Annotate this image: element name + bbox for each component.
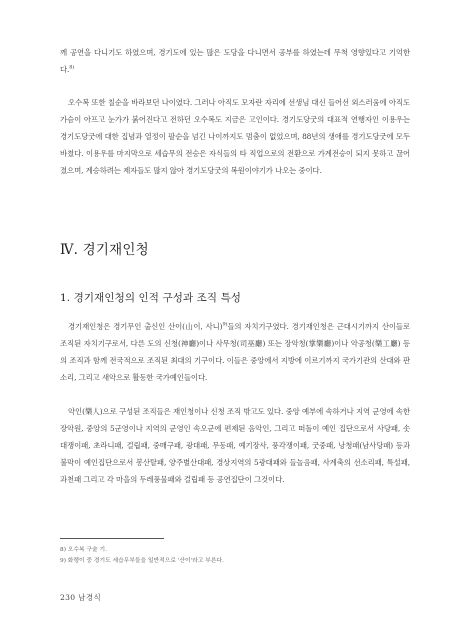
body-paragraph-1 (60, 318, 410, 386)
body-paragraph-2: 악인(樂人)으로 구성된 조직들은 재인청이나 신청 조직 밖고도 있다. 중앙 예부에 속하거나 지역 군영에 속한 장악원, 중앙의 5군영이나 지역의 군영인 속오군에 편제된 음악인, 그리고 떠돌이 예인 집단으로서 사당패, 솟대쟁이패, 초라니패, 걸립패, 중매구패, 광대패, 무동패, 예기장사, 풍각쟁이패, 굿중패, 낭청패(남사당패) 등과 불막이 예인집단으로서 봉산탈패, 양주별산대패, 경상지역의 5광대패와 들놀음패, 사계축의 선소리패, 특설패, 과천패 그리고 각 마을의 두레풍물패와 걸립패 등 공연집단이 그것이다. (60, 407, 410, 484)
intro-paragraph-1-text: 께 공연을 다니기도 하였으며, 경기도에 있는 많은 도당을 다니면서 공부를 하였는데 무척 영향있다고 기억한다. (60, 48, 410, 74)
intro-paragraph-2: 오수복 또한 칠순을 바라보던 나이였다. 그러나 아직도 모자란 자리에 선생님 대신 들어선 외스러움에 아직도 가슴이 아프고 눈가가 붉어진다고 전하던 오수복도 지금은 고인이다. 경기도당굿의 대표적 연행자인 이용우는 경기도당굿에 대한 집념과 열정이 팔순을 넘긴 나이까지도 멈춤이 없었으며, 88년의 생애를 경기도당굿에 모두 바쳤다. 이용우를 마지막으로 세습무의 전승은 자식들의 타 직업으로의 전환으로 가계전승이 되지 못하고 끊어졌으며, 계승하려는 제자들도 많지 않아 경기도당굿의 복원이야기가 나오는 중이다. (60, 98, 410, 175)
footnote-ref-8[interactable]: 8) (69, 64, 75, 71)
section-title: 1. 경기재인청의 인적 구성과 조직 특성 (60, 292, 242, 304)
footnote-divider (60, 538, 164, 539)
footnote-ref-9[interactable]: 9) (222, 321, 228, 328)
chapter-title: Ⅳ. 경기재인청 (60, 242, 149, 258)
footnote-9: 9) 화랭이 중 경기도 세습무부들을 일반적으로 '산이'라고 부른다. (60, 558, 224, 564)
body-paragraph-1-before: 경기재인청은 경기무인 출신인 산이(山이, 사니) (68, 322, 223, 331)
body-paragraph-1-after: 들의 자치기구였다. 경기재인청은 근대시기까지 산이들로 조직된 자치기구로서, 다른 도의 신청(神廳)이나 사무청(司巫廳) 또는 장악청(掌樂廳)이나 악공청(樂工廳) 등의 조직과 함께 전국적으로 조직된 최대의 기구이다. 이들은 중앙에서 지방에 이르기까지 국가기관의 산대와 판소리, 그리고 새악으로 활동한 국가예인들이다. (60, 322, 410, 382)
footnote-8: 8) 오수복 구술 기. (60, 547, 107, 553)
page-number-and-author: 230 남경식 (60, 593, 102, 602)
intro-paragraph-1 (60, 44, 410, 78)
